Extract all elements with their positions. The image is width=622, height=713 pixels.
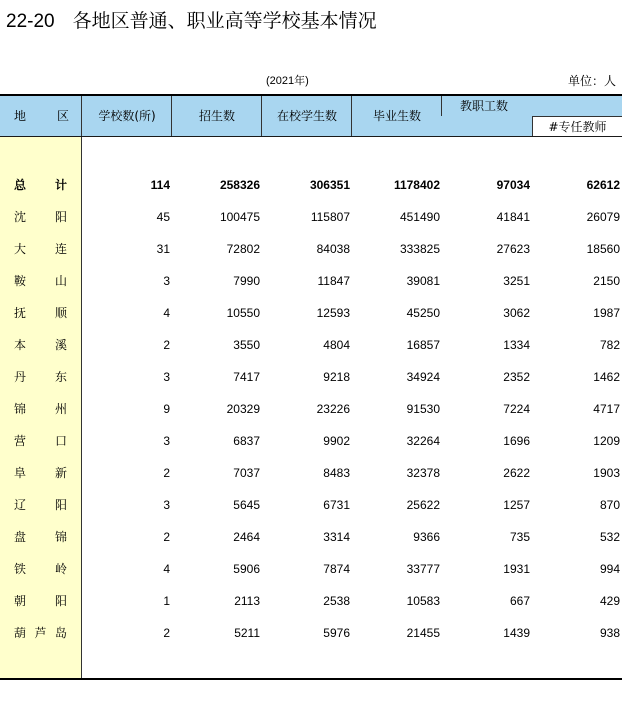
year-label: (2021年) — [266, 75, 309, 87]
region-name — [0, 617, 81, 649]
cell-enrollment: 20329 — [226, 402, 260, 416]
cell-enrollment: 72802 — [226, 242, 260, 256]
table-number: 22-20 — [6, 11, 55, 32]
table-row — [0, 233, 622, 265]
cell-staff: 2352 — [503, 370, 530, 384]
region-name-char: 岭 — [54, 562, 67, 576]
table-row — [0, 265, 622, 297]
cell-schools: 2 — [163, 626, 170, 640]
region-name-char: 铁 — [14, 562, 27, 576]
region-name-char: 阜 — [14, 466, 27, 480]
cell-teachers: 1209 — [593, 434, 620, 448]
cell-graduates: 16857 — [406, 338, 440, 352]
header-graduates: 毕业生数 — [351, 96, 442, 136]
table-row — [0, 585, 622, 617]
cell-schools: 4 — [163, 306, 170, 320]
region-name-char: 东 — [54, 370, 67, 384]
cell-teachers: 532 — [599, 530, 620, 544]
cell-schools: 2 — [163, 530, 170, 544]
cell-students: 23226 — [316, 402, 350, 416]
cell-staff: 735 — [509, 530, 530, 544]
region-name — [0, 425, 81, 457]
region-name-char: 计 — [54, 178, 67, 192]
region-name — [0, 329, 81, 361]
cell-schools: 114 — [150, 178, 170, 192]
region-name-char: 丹 — [14, 370, 27, 384]
header-enrollment: 招生数 — [171, 96, 262, 136]
cell-enrollment: 7990 — [233, 274, 260, 288]
cell-enrollment: 2113 — [234, 594, 260, 608]
cell-enrollment: 5906 — [233, 562, 260, 576]
cell-students: 11847 — [317, 274, 350, 288]
table-row — [0, 361, 622, 393]
region-name — [0, 233, 81, 265]
cell-teachers: 994 — [599, 562, 620, 576]
cell-staff: 1257 — [503, 498, 530, 512]
cell-staff: 97034 — [496, 178, 530, 192]
cell-staff: 1334 — [503, 338, 530, 352]
table-row — [0, 329, 622, 361]
cell-teachers: 1903 — [593, 466, 620, 480]
region-name-char: 朝 — [14, 594, 27, 608]
cell-enrollment: 2464 — [233, 530, 260, 544]
region-name-char: 沈 — [14, 210, 27, 224]
region-name-char: 盘 — [14, 530, 27, 544]
header-staff: 教职工数 — [441, 96, 622, 116]
table-row — [0, 393, 622, 425]
region-name-char: 辽 — [14, 498, 27, 512]
header-students: 在校学生数 — [261, 96, 352, 136]
region-name — [0, 553, 81, 585]
cell-teachers: 870 — [599, 498, 620, 512]
region-name-char: 岛 — [54, 626, 67, 640]
region-name-char: 葫 — [14, 626, 27, 640]
cell-schools: 45 — [156, 210, 170, 224]
cell-teachers: 1462 — [593, 370, 620, 384]
header-schools: 学校数(所) — [81, 96, 172, 136]
cell-staff: 7224 — [503, 402, 530, 416]
cell-schools: 3 — [163, 498, 170, 512]
header-region-char: 区 — [56, 109, 69, 123]
cell-teachers: 1987 — [593, 306, 620, 320]
cell-staff: 667 — [509, 594, 530, 608]
cell-teachers: 429 — [599, 594, 620, 608]
cell-graduates: 33777 — [406, 562, 440, 576]
region-name-char: 阳 — [54, 498, 67, 512]
cell-enrollment: 100475 — [219, 210, 260, 224]
cell-graduates: 32378 — [406, 466, 440, 480]
cell-schools: 3 — [163, 370, 170, 384]
cell-graduates: 45250 — [406, 306, 440, 320]
cell-students: 9902 — [323, 434, 350, 448]
cell-schools: 4 — [163, 562, 170, 576]
region-name-char: 州 — [54, 402, 67, 416]
table-row — [0, 489, 622, 521]
region-name — [0, 297, 81, 329]
cell-enrollment: 5211 — [234, 626, 260, 640]
header-region-char: 地 — [14, 109, 27, 123]
cell-graduates: 10583 — [406, 594, 440, 608]
cell-enrollment: 5645 — [233, 498, 260, 512]
cell-enrollment: 7417 — [233, 370, 260, 384]
cell-graduates: 1178402 — [393, 178, 440, 192]
region-name-char: 连 — [54, 242, 67, 256]
cell-staff: 1696 — [503, 434, 530, 448]
cell-teachers: 26079 — [586, 210, 620, 224]
table-row — [0, 201, 622, 233]
cell-students: 84038 — [316, 242, 350, 256]
table-row — [0, 521, 622, 553]
cell-staff: 3251 — [503, 274, 530, 288]
cell-teachers: 62612 — [586, 178, 620, 192]
table-row — [0, 617, 622, 649]
cell-graduates: 39081 — [406, 274, 440, 288]
region-name-char: 总 — [14, 178, 27, 192]
cell-schools: 31 — [156, 242, 170, 256]
unit-label: 单位：人 — [567, 74, 616, 88]
region-name-char: 口 — [54, 434, 67, 448]
cell-graduates: 34924 — [406, 370, 440, 384]
cell-schools: 1 — [163, 594, 170, 608]
cell-graduates: 333825 — [399, 242, 440, 256]
region-name-char: 阳 — [54, 594, 67, 608]
region-name-char: 锦 — [14, 402, 27, 416]
region-name — [0, 489, 81, 521]
cell-schools: 2 — [163, 466, 170, 480]
cell-enrollment: 10550 — [226, 306, 260, 320]
cell-students: 9218 — [323, 370, 350, 384]
region-name — [0, 521, 81, 553]
cell-students: 12593 — [316, 306, 350, 320]
cell-students: 6731 — [323, 498, 350, 512]
cell-graduates: 25622 — [406, 498, 440, 512]
table-title: 各地区普通、职业高等学校基本情况 — [72, 10, 377, 32]
cell-enrollment: 3550 — [233, 338, 260, 352]
region-name — [0, 585, 81, 617]
cell-staff: 27623 — [496, 242, 530, 256]
region-name-char: 溪 — [54, 338, 67, 352]
region-name-char: 鞍 — [14, 274, 27, 288]
header-region — [0, 96, 81, 136]
region-name-char: 芦 — [34, 626, 47, 640]
region-name-char: 营 — [14, 434, 27, 448]
cell-staff: 1931 — [503, 562, 530, 576]
region-name-char: 抚 — [14, 306, 27, 320]
cell-teachers: 4717 — [593, 402, 620, 416]
region-name-char: 锦 — [54, 530, 67, 544]
cell-graduates: 9366 — [413, 530, 440, 544]
table-row — [0, 457, 622, 489]
cell-teachers: 938 — [599, 626, 620, 640]
cell-enrollment: 7037 — [233, 466, 260, 480]
cell-students: 5976 — [323, 626, 350, 640]
region-name-char: 大 — [14, 242, 27, 256]
cell-schools: 9 — [163, 402, 170, 416]
table-row-total — [0, 169, 622, 201]
cell-staff: 2622 — [503, 466, 530, 480]
table-row — [0, 297, 622, 329]
region-name-char: 本 — [14, 338, 27, 352]
region-name — [0, 393, 81, 425]
cell-enrollment: 6837 — [233, 434, 260, 448]
page-title — [6, 6, 377, 33]
cell-students: 7874 — [323, 562, 350, 576]
cell-schools: 2 — [163, 338, 170, 352]
region-name — [0, 361, 81, 393]
cell-students: 8483 — [323, 466, 350, 480]
cell-students: 115807 — [310, 210, 350, 224]
cell-graduates: 21455 — [406, 626, 440, 640]
cell-graduates: 91530 — [406, 402, 440, 416]
cell-schools: 3 — [163, 274, 170, 288]
bottom-rule — [0, 678, 622, 680]
cell-students: 4804 — [323, 338, 350, 352]
cell-teachers: 18560 — [586, 242, 620, 256]
cell-students: 2538 — [323, 594, 350, 608]
cell-staff: 1439 — [503, 626, 530, 640]
region-name-char: 新 — [54, 466, 67, 480]
region-name — [0, 457, 81, 489]
region-name — [0, 265, 81, 297]
cell-staff: 3062 — [503, 306, 530, 320]
cell-teachers: 2150 — [593, 274, 620, 288]
cell-enrollment: 258326 — [219, 178, 260, 192]
cell-graduates: 451490 — [399, 210, 440, 224]
region-name-char: 山 — [54, 274, 67, 288]
cell-staff: 41841 — [496, 210, 530, 224]
table-header — [0, 96, 622, 137]
table-row — [0, 425, 622, 457]
table-row — [0, 553, 622, 585]
region-name — [0, 201, 81, 233]
cell-teachers: 782 — [599, 338, 620, 352]
region-name — [0, 169, 81, 201]
cell-graduates: 32264 — [406, 434, 440, 448]
cell-schools: 3 — [163, 434, 170, 448]
region-name-char: 顺 — [54, 306, 67, 320]
header-teachers: #专任教师 — [532, 116, 622, 136]
cell-students: 3314 — [323, 530, 350, 544]
region-name-char: 阳 — [54, 210, 67, 224]
cell-students: 306351 — [309, 178, 350, 192]
